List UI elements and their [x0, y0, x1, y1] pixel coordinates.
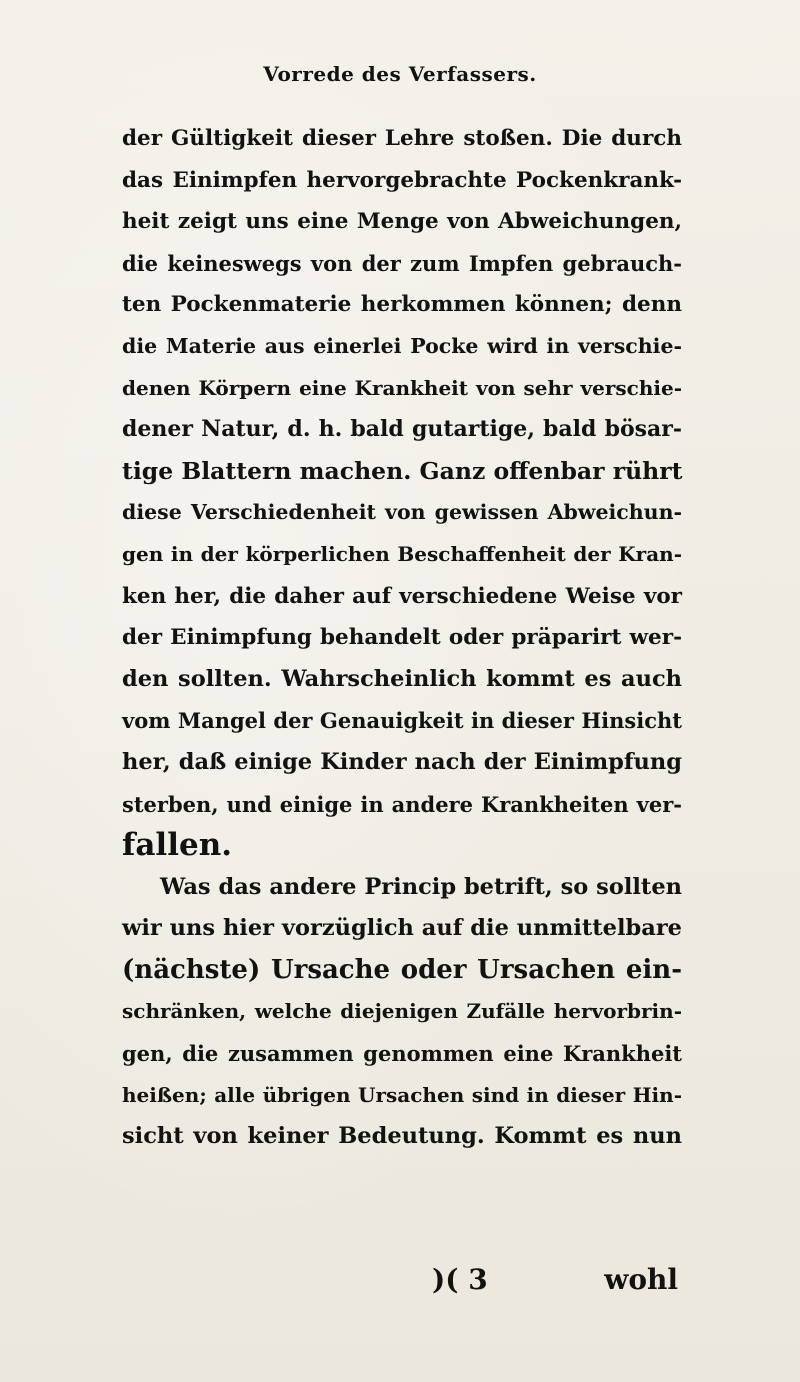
text-line: heißen; alle übrigen Ursachen sind in dieser Hin- — [122, 1082, 682, 1107]
text-line: die keineswegs von der zum Impfen gebrauch- — [122, 250, 682, 276]
text-line: gen in der körperlichen Beschaffenheit der Kran- — [122, 541, 682, 566]
catchword: wohl — [604, 1263, 678, 1296]
text-line: vom Mangel der Genauigkeit in dieser Hinsicht — [122, 708, 682, 734]
text-line: der Gültigkeit dieser Lehre stoßen. Die durch — [122, 126, 682, 151]
text-line: ken her, die daher auf verschiedene Weise vor — [122, 583, 682, 609]
text-line: der Einimpfung behandelt oder präparirt wer- — [122, 625, 682, 651]
body-text — [122, 118, 682, 1158]
text-line: dener Natur, d. h. bald gutartige, bald bösar- — [122, 416, 682, 443]
text-line: heit zeigt uns eine Menge von Abweichungen, — [122, 209, 682, 235]
text-line: diese Verschiedenheit von gewissen Abweichun- — [122, 500, 682, 525]
text-line: (nächste) Ursache oder Ursachen ein- — [122, 954, 682, 985]
text-line: sterben, und einige in andere Krankheiten ver- — [122, 791, 682, 817]
text-line: sicht von keiner Bedeutung. Kommt es nun — [122, 1123, 682, 1150]
text-line: fallen. — [122, 827, 233, 864]
text-line: her, daß einige Kinder nach der Einimpfung — [122, 748, 682, 775]
text-line: denen Körpern eine Krankheit von sehr verschie- — [122, 375, 682, 400]
text-line: das Einimpfen hervorgebrachte Pockenkrank- — [122, 167, 682, 193]
signature-mark: )( 3 — [432, 1263, 488, 1296]
text-line: Was das andere Princip betrift, so sollten — [160, 873, 682, 900]
text-line: den sollten. Wahrscheinlich kommt es auch — [122, 665, 682, 692]
text-line: gen, die zusammen genommen eine Krankheit — [122, 1041, 682, 1067]
text-line: wir uns hier vorzüglich auf die unmittelbare — [122, 915, 682, 942]
text-line: schränken, welche diejenigen Zufälle hervorbrin- — [122, 999, 682, 1024]
text-line: ten Pockenmaterie herkommen können; denn — [122, 292, 682, 318]
text-line: tige Blattern machen. Ganz offenbar rührt — [122, 456, 683, 485]
text-line: die Materie aus einerlei Pocke wird in verschie- — [122, 333, 682, 358]
running-header: Vorrede des Verfassers. — [263, 62, 537, 86]
